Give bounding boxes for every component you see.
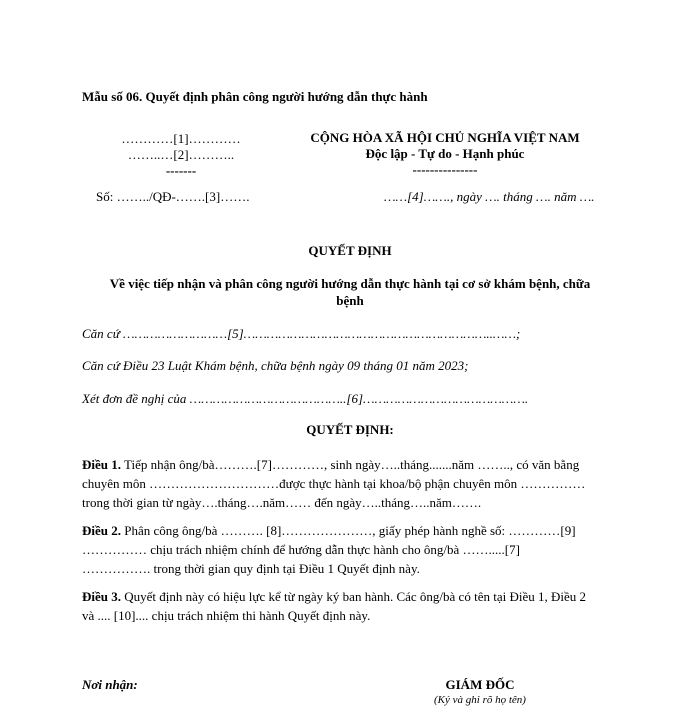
signature-note: (Ký và ghi rõ họ tên) <box>434 694 526 706</box>
form-title: Mẫu số 06. Quyết định phân công người hướng dẫn thực hành <box>82 89 428 104</box>
article-1-line-3: trong thời gian từ ngày….tháng….năm…… đến ngày…..tháng…..năm……. <box>82 495 482 510</box>
agency-divider: ------- <box>165 163 197 178</box>
article-3-label: Điều 3. <box>82 589 121 604</box>
article-2-line-1: Phân công ông/bà ………. [8]…………………, giấy phép hành nghề số: …………[9] <box>121 523 576 538</box>
article-1-line-1: Tiếp nhận ông/bà……….[7]…………, sinh ngày…..tháng.......năm …….., có văn bằng <box>121 457 580 472</box>
basis-1: Căn cứ ………………………[5]………………………………………………………..……; <box>82 326 521 341</box>
article-2 <box>82 521 619 578</box>
agency-line-2: ……..…[2]……….. <box>127 147 235 162</box>
article-2-label: Điều 2. <box>82 523 121 538</box>
article-3-line-2: và .... [10].... chịu trách nhiệm thi hành Quyết định này. <box>82 608 371 623</box>
national-motto: Độc lập - Tự do - Hạnh phúc <box>365 146 525 161</box>
decides-title: QUYẾT ĐỊNH: <box>306 422 394 437</box>
place-date: ……[4]……., ngày …. tháng …. năm …. <box>384 189 595 204</box>
document-number: Số: ……../QĐ-…….[3]……. <box>96 189 250 204</box>
national-title: CỘNG HÒA XÃ HỘI CHỦ NGHĨA VIỆT NAM <box>310 130 580 145</box>
article-1-line-2: chuyên môn …………………………được thực hành tại khoa/bộ phận chuyên môn …………… <box>82 476 586 491</box>
article-3 <box>82 587 619 625</box>
agency-line-1: …………[1]………… <box>121 131 241 146</box>
recipients-label: Nơi nhận: <box>82 677 138 692</box>
decision-subject-line-1: Về việc tiếp nhận và phân công người hướng dẫn thực hành tại cơ sở khám bệnh, chữa <box>109 276 591 291</box>
article-2-line-3: ……………. trong thời gian quy định tại Điều 1 Quyết định này. <box>82 561 420 576</box>
basis-3: Xét đơn đề nghị của …………………………………..[6]……………………………………. <box>82 391 529 406</box>
article-2-line-2: …………… chịu trách nhiệm chính để hướng dẫn thực hành cho ông/bà …….....[7] <box>82 542 520 557</box>
national-divider: --------------- <box>412 162 478 177</box>
basis-2: Căn cứ Điều 23 Luật Khám bệnh, chữa bệnh ngày 09 tháng 01 năm 2023; <box>82 358 469 373</box>
decision-title: QUYẾT ĐỊNH <box>308 243 392 258</box>
article-1 <box>82 455 619 512</box>
director-title: GIÁM ĐỐC <box>445 677 515 692</box>
article-3-line-1: Quyết định này có hiệu lực kể từ ngày ký ban hành. Các ông/bà có tên tại Điều 1, Điều 2 <box>121 589 586 604</box>
decision-subject-line-2: bệnh <box>336 293 364 308</box>
article-1-label: Điều 1. <box>82 457 121 472</box>
